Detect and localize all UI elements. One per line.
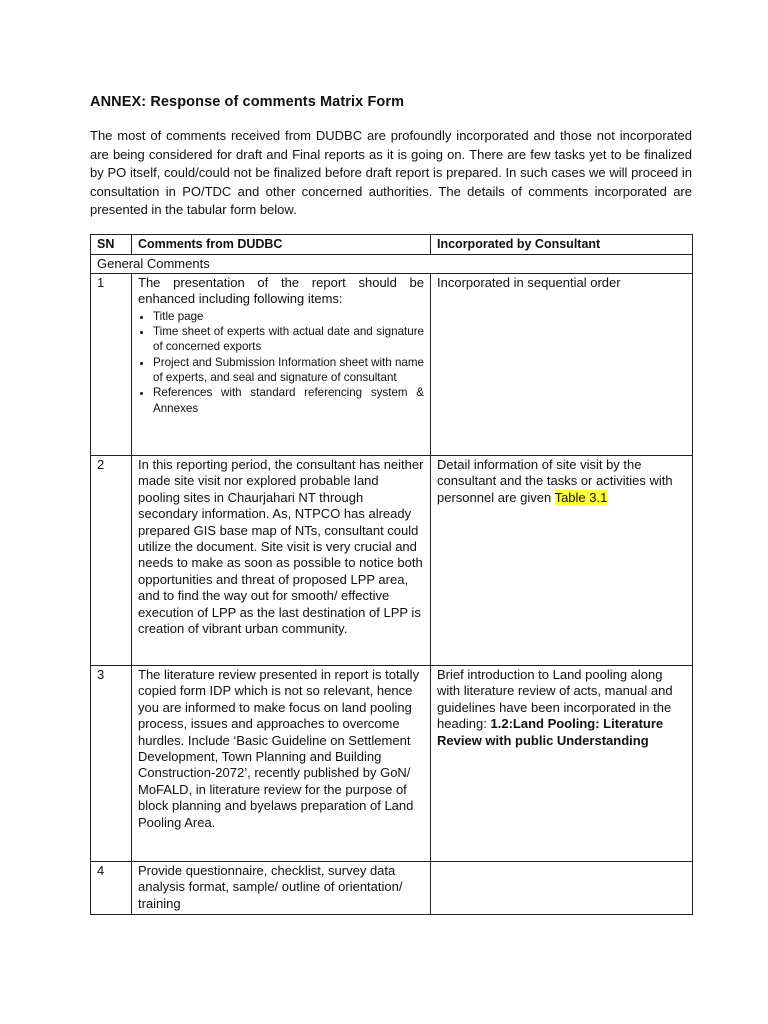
- row-sn: 1: [91, 273, 132, 455]
- section-reference-bold: 1.2:Land Pooling: Literature Review with public Understanding: [437, 716, 664, 748]
- comment-item-list: [138, 309, 424, 416]
- annex-heading: ANNEX: Response of comments Matrix Form: [90, 94, 405, 110]
- row-response: [431, 455, 693, 665]
- intro-paragraph: The most of comments received from DUDBC are profoundly incorporated and those not incorporated are being considered for draft and Final reports as it is going on. There are few tasks yet to be finalized by PO itself, could/could not be finalized before draft report is prepared. In such cases we will proceed in consultation in PO/TDC and other concerned authorities. The details of comments incorporated are presented in the tabular form below.: [90, 128, 692, 218]
- row-comment: In this reporting period, the consultant has neither made site visit nor explored probable land pooling sites in Chaurjahari NT through secondary information. As, NTPCO has already prepared GIS base map of NTs, consultant could utilize the document. Site visit is very crucial and needs to make as soon as possible to notice both opportunities and threat of proposed LPP area, and to find the way out for smooth/ effective execution of LPP as the last destination of LPP is creation of vibrant urban community.: [132, 455, 431, 665]
- document-page: [90, 94, 692, 915]
- row-sn: 4: [91, 861, 132, 914]
- row-comment: The literature review presented in report is totally copied form IDP which is not so relevant, hence you are informed to make focus on land pooling process, issues and approaches to overcome hurdles. Include ‘Basic Guideline on Settlement Development, Town Planning and Building Construction-2072’, recently published by GoN/ MoFALD, in literature review for the purpose of block planning and byelaws preparation of Land Pooling Area.: [132, 665, 431, 861]
- row-response: [431, 665, 693, 861]
- row-sn: 3: [91, 665, 132, 861]
- row-comment-text: The presentation of the report should be enhanced including following items:: [138, 274, 424, 307]
- comments-matrix-table: [90, 234, 693, 915]
- table-row: [91, 455, 693, 665]
- row-response-text: Detail information of site visit by the consultant and the tasks or activities with personnel are given: [437, 456, 673, 505]
- table-reference-highlight: Table 3.1: [554, 489, 608, 505]
- list-item: • References with standard referencing system & Annexes: [153, 385, 424, 416]
- table-header-row: [91, 234, 693, 254]
- row-response: Incorporated in sequential order: [431, 273, 693, 455]
- list-item: • Time sheet of experts with actual date and signature of concerned exports: [153, 324, 424, 355]
- row-response: [431, 861, 693, 914]
- section-label: General Comments: [91, 254, 693, 273]
- header-comments: Comments from DUDBC: [132, 234, 431, 254]
- header-incorporated: Incorporated by Consultant: [431, 234, 693, 254]
- row-comment: Provide questionnaire, checklist, survey data analysis format, sample/ outline of orientation/ training: [132, 861, 431, 914]
- section-row-general: [91, 254, 693, 273]
- row-response-text: Brief introduction to Land pooling along with literature review of acts, manual and guidelines have been incorporated in the heading:: [437, 666, 673, 732]
- header-sn: SN: [91, 234, 132, 254]
- table-row: [91, 273, 693, 455]
- table-row: [91, 665, 693, 861]
- row-comment: [132, 273, 431, 455]
- list-item: • Title page: [153, 309, 424, 324]
- table-row: [91, 861, 693, 914]
- row-sn: 2: [91, 455, 132, 665]
- list-item: • Project and Submission Information sheet with name of experts, and seal and signature of consultant: [153, 355, 424, 386]
